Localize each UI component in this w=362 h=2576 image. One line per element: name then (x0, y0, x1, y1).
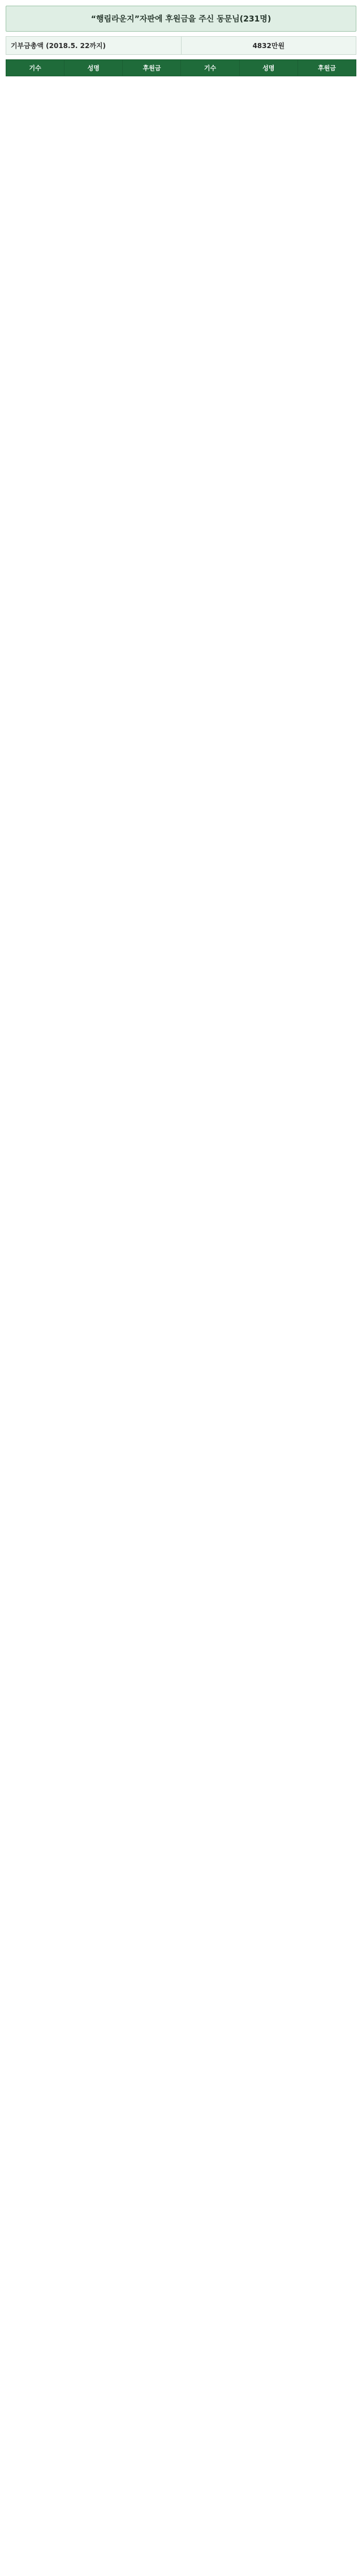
donor-table-header-row (6, 60, 356, 76)
summary-total-label: 기부금총액 (2018.5. 22까지) (6, 37, 181, 54)
page (0, 0, 362, 85)
donation-summary (6, 36, 356, 55)
col-header: 성명 (64, 60, 123, 76)
donor-table (6, 59, 356, 76)
col-header: 기수 (181, 60, 239, 76)
page-title: “행림라운지”자판에 후원금을 주신 동문님(231명) (6, 6, 356, 32)
col-header: 후원금 (123, 60, 181, 76)
summary-total-amount: 4832만원 (181, 37, 356, 54)
col-header: 성명 (239, 60, 298, 76)
col-header: 기수 (6, 60, 64, 76)
col-header: 후원금 (298, 60, 356, 76)
